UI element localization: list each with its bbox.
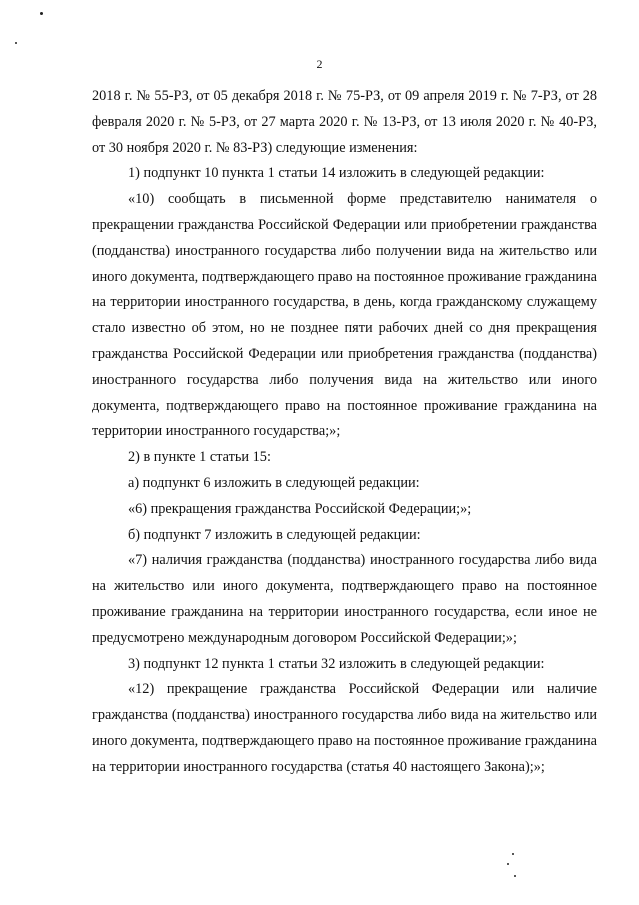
scan-speck xyxy=(512,853,514,855)
paragraph-amendment-2: 2) в пункте 1 статьи 15: xyxy=(128,449,271,466)
paragraph-subpoint-b: б) подпункт 7 изложить в следующей редакции: xyxy=(128,526,421,543)
paragraph-subpoint-12: «12) прекращение гражданства Российской Федерации или наличие гражданства (подданства) иностранного государства либо вида на жительство или иного документа, подтверждающего право на постоянное проживание гражданина на территории иностранного государства (статья 40 настоящего Закона);»; xyxy=(92,681,597,775)
paragraph-subpoint-6: «6) прекращения гражданства Российской Федерации;»; xyxy=(128,500,472,517)
scan-speck xyxy=(514,875,516,877)
paragraph-amendment-3: 3) подпункт 12 пункта 1 статьи 32 изложить в следующей редакции: xyxy=(128,655,545,672)
paragraph-intro: 2018 г. № 55-РЗ, от 05 декабря 2018 г. № 75-РЗ, от 09 апреля 2019 г. № 7-РЗ, от 28 февраля 2020 г. № 5-РЗ, от 27 марта 2020 г. № 13-РЗ, от 13 июля 2020 г. № 40-РЗ, от 30 ноября 2020 г. № 83-РЗ) следующие изменения: xyxy=(92,88,597,156)
paragraph-subpoint-7: «7) наличия гражданства (подданства) иностранного государства либо вида на жительство или иного документа, подтверждающего право на постоянное проживание гражданина на территории иностранного государства, если иное не предусмотрено международным договором Российской Федерации;»; xyxy=(92,552,597,646)
scan-speck xyxy=(40,12,43,15)
paragraph-amendment-1: 1) подпункт 10 пункта 1 статьи 14 изложить в следующей редакции: xyxy=(128,165,545,182)
paragraph-subpoint-10: «10) сообщать в письменной форме представителю нанимателя о прекращении гражданства Российской Федерации или приобретении гражданства (подданства) иностранного государства либо получении вида на жительство или иного документа, подтверждающего право на постоянное проживание гражданина на территории иностранного государства, в день, когда гражданскому служащему стало известно об этом, но не позднее пяти рабочих дней со дня прекращения гражданства Российской Федерации или приобретения гражданства (подданства) иностранного государства либо получения вида на жительство или иного документа, подтверждающего право на постоянное проживание гражданина на территории иностранного государства;»; xyxy=(92,191,597,440)
paragraph-subpoint-a: а) подпункт 6 изложить в следующей редакции: xyxy=(128,474,420,491)
page-number: 2 xyxy=(316,57,323,71)
scan-speck xyxy=(15,42,17,44)
document-body xyxy=(92,84,597,781)
scan-speck xyxy=(507,863,509,865)
